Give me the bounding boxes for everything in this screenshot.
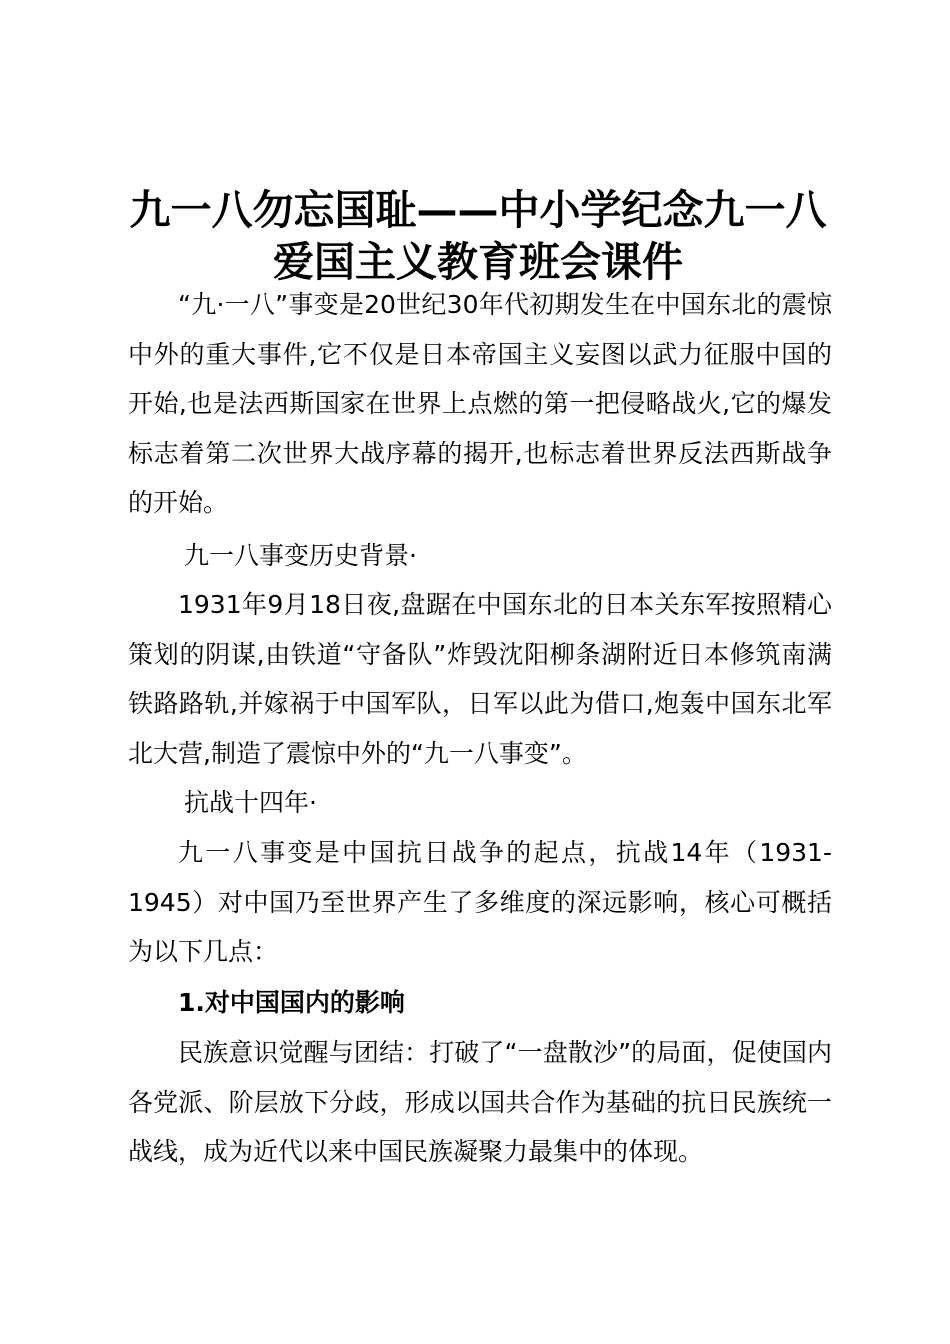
war-paragraph: 九一八事变是中国抗日战争的起点，抗战14年（1931-1945）对中国乃至世界产生了多维度的深远影响，核心可概括为以下几点： — [128, 838, 832, 966]
title-line-2: 爱国主义教育班会课件 — [273, 238, 683, 286]
domestic-impact-heading: 1.对中国国内的影响 — [178, 988, 405, 1017]
domestic-impact-paragraph: 民族意识觉醒与团结：打破了“一盘散沙”的局面，促使国内各党派、阶层放下分歧，形成以国共合作为基础的抗日民族统一战线，成为近代以来中国民族凝聚力最集中的体现。 — [128, 1038, 832, 1166]
intro-paragraph: “九·一八”事变是20世纪30年代初期发生在中国东北的震惊中外的重大事件,它不仅是日本帝国主义妄图以武力征服中国的开始,也是法西斯国家在世界上点燃的第一把侵略战火,它的爆发标志着第二次世界大战序幕的揭开,也标志着世界反法西斯战争的开始。 — [128, 290, 832, 517]
background-heading: 九一八事变历史背景· — [184, 541, 417, 570]
background-paragraph: 1931年9月18日夜,盘踞在中国东北的日本关东军按照精心策划的阴谋,由铁道“守备队”炸毁沈阳柳条湖附近日本修筑南满铁路路轨,并嫁祸于中国军队，日军以此为借口,炮轰中国东北军北大营,制造了震惊中外的“九一八事变”。 — [128, 590, 832, 768]
document-title — [120, 184, 836, 288]
title-line-1: 九一八勿忘国耻——中小学纪念九一八 — [129, 186, 827, 234]
war-heading: 抗战十四年· — [184, 788, 317, 817]
